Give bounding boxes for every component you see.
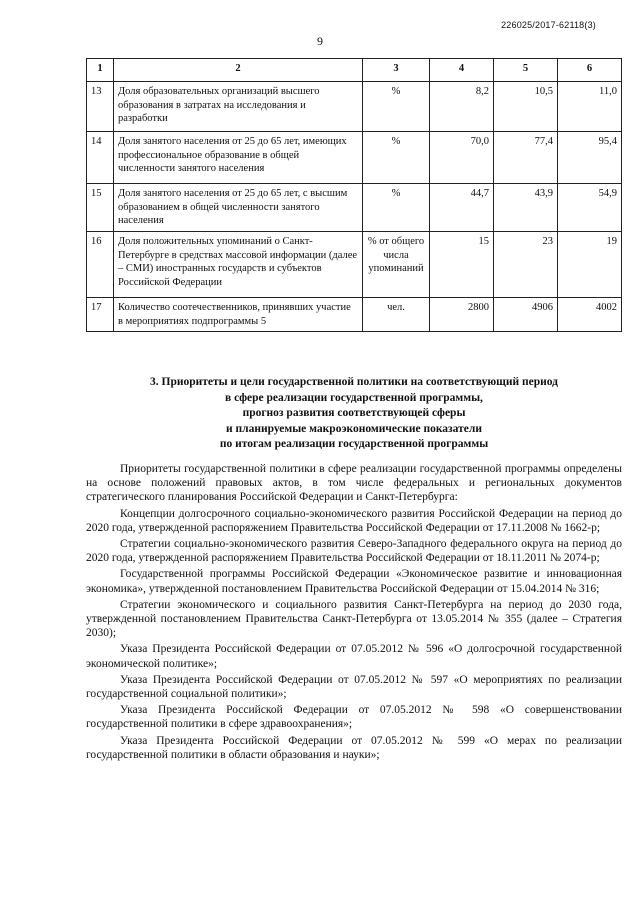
value-cell: 77,4 [494, 132, 558, 184]
paragraph: Стратегии экономического и социального развития Санкт-Петербурга на период до 2030 года, утвержденной постановлением Правительства Санкт-Петербурга от 13.05.2014 № 355 (далее – Стратегия 2030); [86, 598, 622, 640]
paragraph: Указа Президента Российской Федерации от 07.05.2012 № 598 «О совершенствовании государственной политики в сфере здравоохранения»; [86, 704, 622, 731]
value-cell: 4002 [558, 298, 622, 332]
value-cell: 2800 [430, 298, 494, 332]
paragraph: Государственной программы Российской Федерации «Экономическое развитие и инновационная экономика», утвержденной постановлением Правительства Российской Федерации от 15.04.2014 № 316; [86, 568, 622, 595]
table-row [87, 132, 622, 184]
value-cell: 15 [430, 232, 494, 298]
table-header-row [87, 59, 622, 82]
paragraph: Указа Президента Российской Федерации от 07.05.2012 № 596 «О долгосрочной государственной экономической политике»; [86, 643, 622, 670]
row-number: 15 [87, 184, 114, 232]
section-title-line: по итогам реализации государственной программы [219, 438, 489, 450]
paragraph: Концепции долгосрочного социально-экономического развития Российской Федерации на период до 2020 года, утвержденной распоряжением Правительства Российской Федерации от 17.11.2008 № 1662-р; [86, 507, 622, 534]
section-title-line: в сфере реализации государственной программы, [225, 391, 483, 404]
unit-cell: % [363, 184, 430, 232]
value-cell: 54,9 [558, 184, 622, 232]
table-row [87, 232, 622, 298]
column-header: 6 [558, 59, 622, 82]
row-number: 17 [87, 298, 114, 332]
column-header: 4 [430, 59, 494, 82]
section-title-line: 3. Приоритеты и цели государственной политики на соответствующий период [150, 376, 558, 388]
value-cell: 70,0 [430, 132, 494, 184]
value-cell: 95,4 [558, 132, 622, 184]
indicator-name: Доля занятого населения от 25 до 65 лет, с высшим образованием в общей численности занятого населения [114, 184, 363, 232]
column-header: 2 [114, 59, 363, 82]
unit-cell: % от общего числа упоминаний [363, 232, 430, 298]
unit-cell: чел. [363, 298, 430, 332]
unit-cell: % [363, 82, 430, 132]
value-cell: 23 [494, 232, 558, 298]
section-title-line: и планируемые макроэкономические показатели [226, 422, 482, 435]
paragraph: Указа Президента Российской Федерации от 07.05.2012 № 599 «О мерах по реализации государственной политики в области образования и науки»; [86, 734, 622, 761]
indicator-name: Доля образовательных организаций высшего образования в затратах на исследования и разработки [114, 82, 363, 132]
paragraph: Указа Президента Российской Федерации от 07.05.2012 № 597 «О мероприятиях по реализации государственной социальной политики»; [86, 673, 622, 701]
table-row [87, 298, 622, 332]
value-cell: 43,9 [494, 184, 558, 232]
indicators-table [86, 58, 622, 332]
unit-cell: % [363, 132, 430, 184]
value-cell: 10,5 [494, 82, 558, 132]
paragraph: Приоритеты государственной политики в сфере реализации государственной программы определены на основе положений правовых актов, в том числе федеральных и региональных документов стратегического планирования Российской Федерации и Санкт-Петербурга: [86, 463, 622, 504]
row-number: 13 [87, 82, 114, 132]
value-cell: 44,7 [430, 184, 494, 232]
column-header: 1 [87, 59, 114, 82]
page-number: 9 [317, 34, 323, 48]
section-title-line: прогноз развития соответствующей сферы [242, 407, 466, 419]
table-row [87, 82, 622, 132]
value-cell: 19 [558, 232, 622, 298]
value-cell: 8,2 [430, 82, 494, 132]
row-number: 16 [87, 232, 114, 298]
paragraph: Стратегии социально-экономического развития Северо-Западного федерального округа на период до 2020 года, утвержденной распоряжением Правительства Российской Федерации от 18.11.2011 № 2074-р; [86, 538, 622, 565]
document-id: 226025/2017-62118(3) [501, 20, 596, 30]
indicator-name: Доля положительных упоминаний о Санкт-Петербурге в средствах массовой информации (далее – СМИ) иностранных государств и субъектов Российской Федерации [114, 232, 363, 298]
column-header: 5 [494, 59, 558, 82]
value-cell: 11,0 [558, 82, 622, 132]
body-text [86, 462, 622, 764]
value-cell: 4906 [494, 298, 558, 332]
column-header: 3 [363, 59, 430, 82]
table-row [87, 184, 622, 232]
indicator-name: Доля занятого населения от 25 до 65 лет, имеющих профессиональное образование в общей численности занятого населения [114, 132, 363, 184]
section-title [86, 375, 622, 453]
row-number: 14 [87, 132, 114, 184]
indicator-name: Количество соотечественников, принявших участие в мероприятиях подпрограммы 5 [114, 298, 363, 332]
